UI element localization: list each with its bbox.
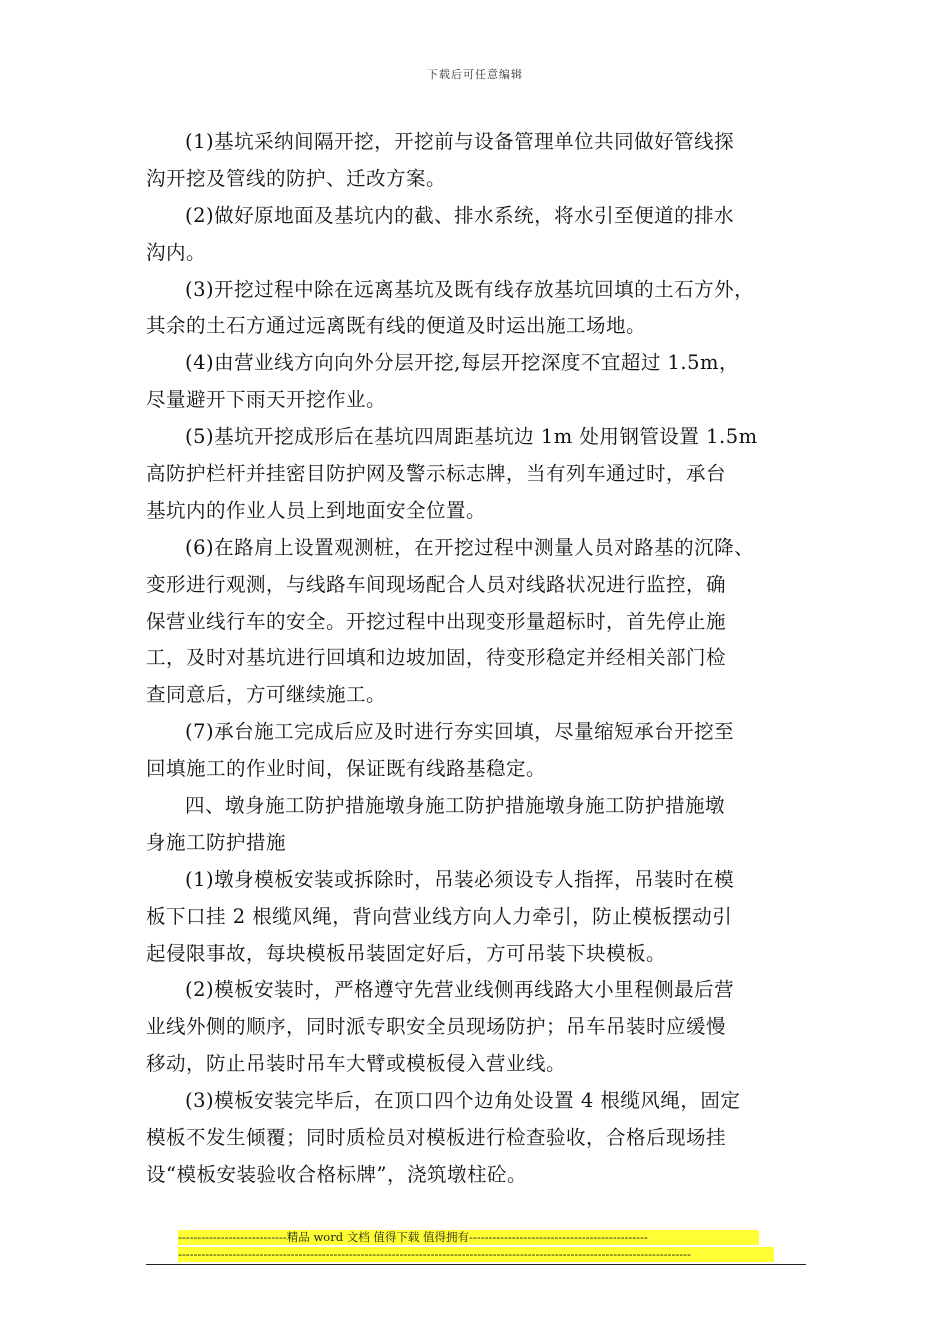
- text-line: (6)在路肩上设置观测桩，在开挖过程中测量人员对路基的沉降、: [185, 535, 755, 559]
- text-line: (7)承台施工完成后应及时进行夯实回填，尽量缩短承台开挖至: [185, 720, 735, 744]
- text-line: (1)基坑采纳间隔开挖，开挖前与设备管理单位共同做好管线探: [185, 130, 735, 153]
- text-line: 设“模板安装验收合格标牌”，浇筑墩柱砼。: [146, 1162, 527, 1186]
- text-line: 保营业线行车的安全。开挖过程中出现变形量超标时，首先停止施: [146, 609, 727, 633]
- text-line: 工，及时对基坑进行回填和边坡加固，待变形稳定并经相关部门检: [146, 646, 727, 670]
- text-line: (5)基坑开挖成形后在基坑四周距基坑边 1m 处用钢管设置 1.5m: [185, 425, 758, 449]
- text-line: 业线外侧的顺序，同时派专职安全员现场防护；吊车吊装时应缓慢: [146, 1015, 727, 1039]
- text-line: (2)模板安装时，严格遵守先营业线侧再线路大小里程侧最后营: [185, 978, 735, 1002]
- text-line: (4)由营业线方向向外分层开挖,每层开挖深度不宜超过 1.5m，: [185, 351, 740, 375]
- footer-banner-dashes: ------------------------------------------------------------------------------------------------------------------------------------: [178, 1247, 774, 1262]
- text-line: 查同意后，方可继续施工。: [146, 683, 387, 707]
- document-body: [146, 124, 816, 1194]
- footer-banner: ----------------------------精品 word 文档 值得下载 值得拥有----------------------------------------------: [178, 1230, 759, 1245]
- text-line: 尽量避开下雨天开挖作业。: [146, 388, 387, 412]
- text-line: (2)做好原地面及基坑内的截、排水系统，将水引至便道的排水: [185, 203, 735, 227]
- text-line: 其余的土石方通过远离既有线的便道及时运出施工场地。: [146, 314, 647, 338]
- text-line: 高防护栏杆并挂密目防护网及警示标志牌，当有列车通过时，承台: [146, 462, 727, 486]
- text-line: (3)开挖过程中除在远离基坑及既有线存放基坑回填的土石方外，: [185, 277, 755, 301]
- footer-divider: [146, 1264, 806, 1265]
- text-line: 基坑内的作业人员上到地面安全位置。: [146, 498, 487, 522]
- text-line: 板下口挂 2 根缆风绳，背向营业线方向人力牵引，防止模板摆动引: [146, 904, 733, 928]
- text-line: 模板不发生倾覆；同时质检员对模板进行检查验收，合格后现场挂: [146, 1126, 727, 1150]
- text-line: 四、墩身施工防护措施墩身施工防护措施墩身施工防护措施墩: [185, 794, 726, 818]
- text-line: 起侵限事故，每块模板吊装固定好后，方可吊装下块模板。: [146, 941, 667, 965]
- header-note: 下载后可任意编辑: [427, 68, 523, 81]
- text-line: 移动，防止吊装时吊车大臂或模板侵入营业线。: [146, 1052, 567, 1076]
- text-line: 变形进行观测，与线路车间现场配合人员对线路状况进行监控，确: [146, 572, 727, 596]
- text-line: (1)墩身模板安装或拆除时，吊装必须设专人指挥，吊装时在模: [185, 867, 735, 891]
- text-line: (3)模板安装完毕后，在顶口四个边角处设置 4 根缆风绳，固定: [185, 1089, 741, 1113]
- text-line: 沟内。: [146, 240, 207, 264]
- text-line: 身施工防护措施: [146, 830, 287, 854]
- text-line: 沟开挖及管线的防护、迁改方案。: [146, 166, 447, 190]
- text-line: 回填施工的作业时间，保证既有线路基稳定。: [146, 757, 547, 781]
